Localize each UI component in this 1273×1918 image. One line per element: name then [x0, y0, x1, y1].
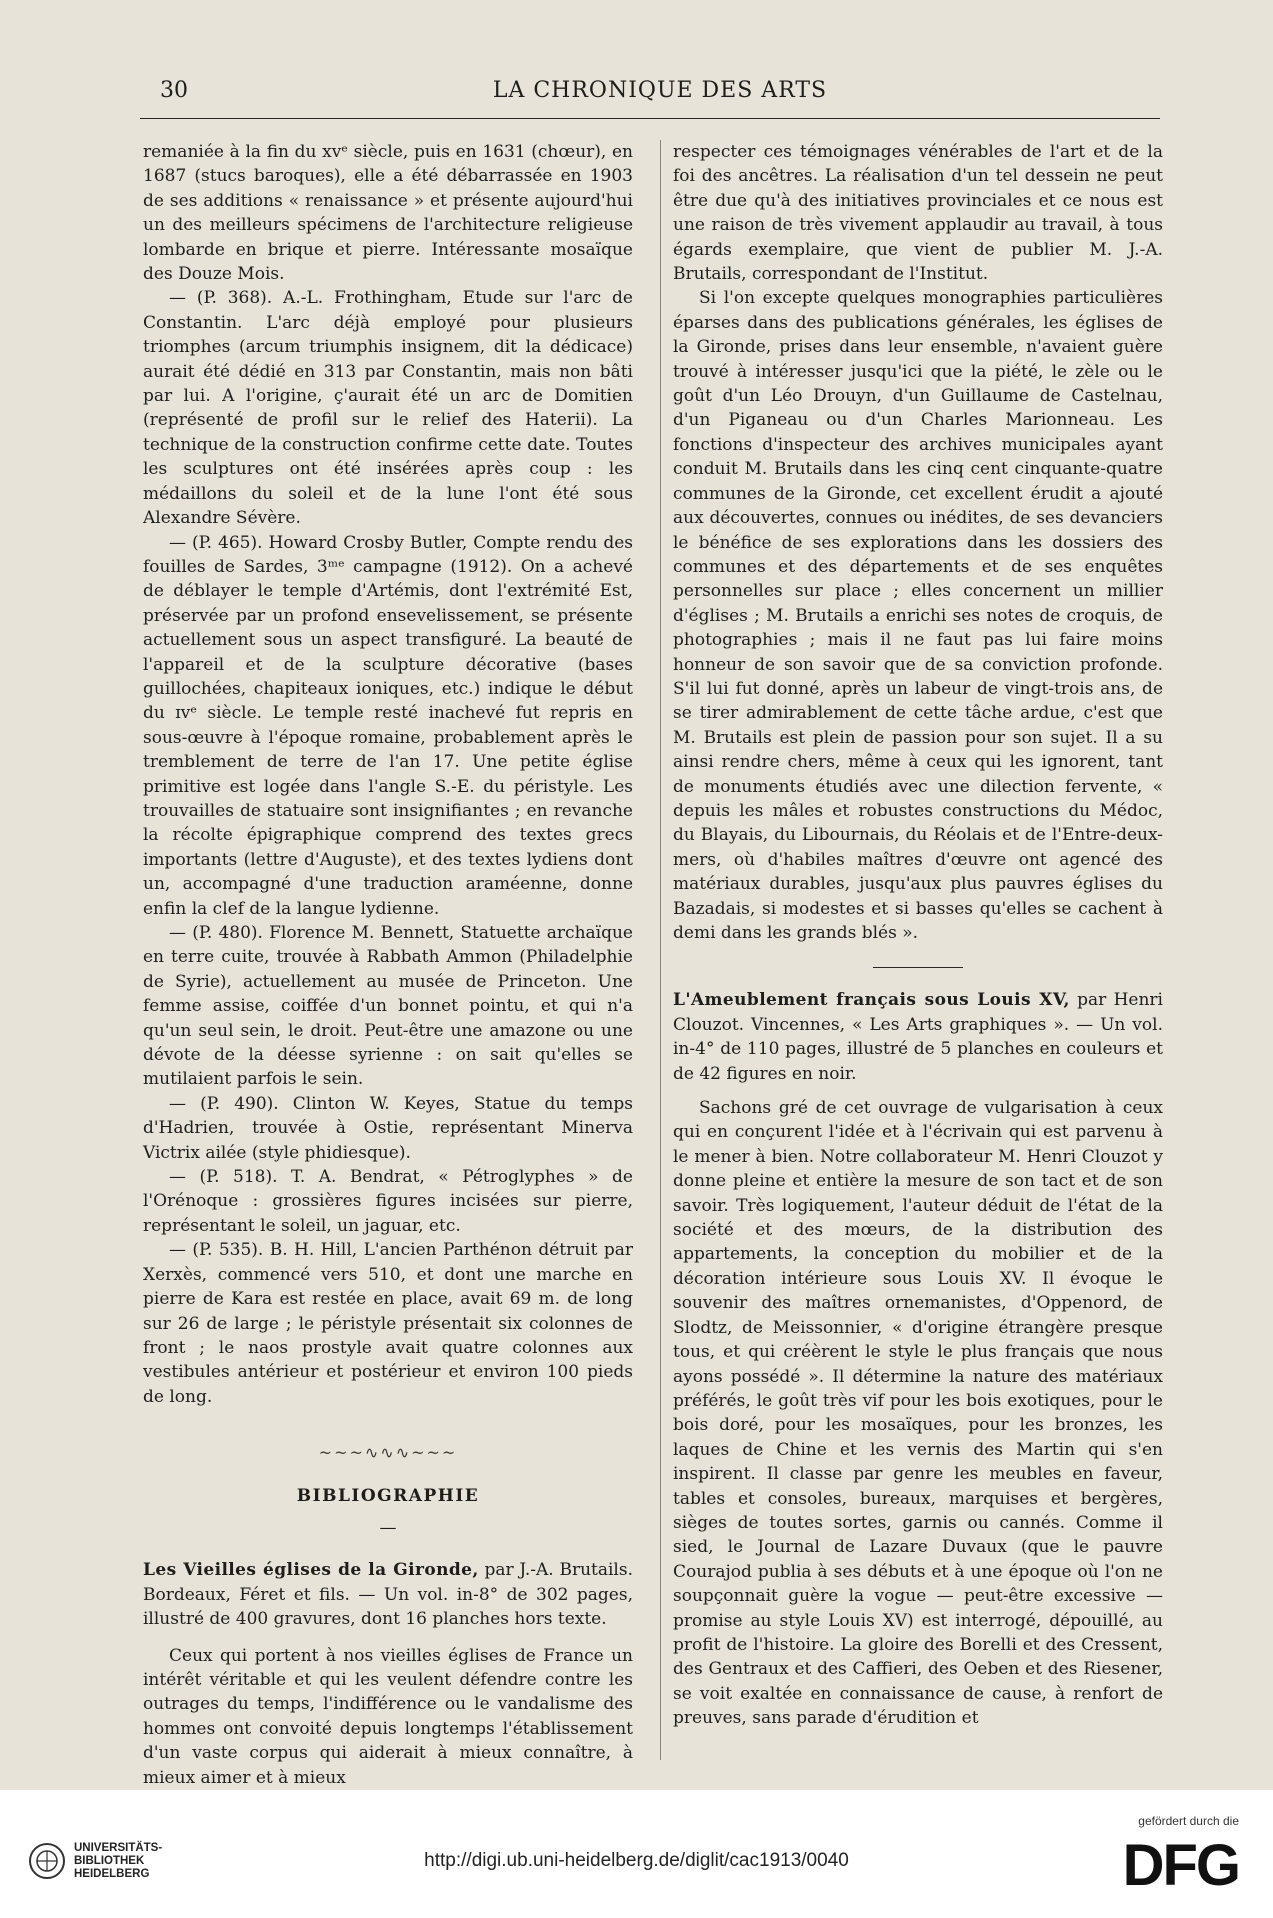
institution-line-1: UNIVERSITÄTS- — [74, 1842, 163, 1854]
funded-by-label: gefördert durch die — [1138, 1814, 1239, 1828]
left-paragraph-4: — (P. 480). Florence M. Bennett, Statuette archaïque en terre cuite, trouvée à Rabbath Ammon (Philadelphie de Syrie), actuellement au musée de Princeton. Une femme assise, coiffée d'un bonnet pointu, et qui n'a qu'un seul sein, le droit. Peut-être une amazone ou une dévote de la déesse syrienne : on sait qu'elles se mutilaient parfois le sein. — [143, 923, 633, 1090]
left-paragraph-1: remaniée à la fin du xvᵉ siècle, puis en 1631 (chœur), en 1687 (stucs baroques), elle a été débarrassée en 1903 de ses additions « renaissance » et présente aujourd'hui un des meilleurs spécimens de l'architecture religieuse lombarde en brique et pierre. Intéressante mosaïque des Douze Mois. — [143, 142, 633, 285]
header-rule — [140, 118, 1160, 119]
right-paragraph-1: respecter ces témoignages vénérables de l'art et de la foi des ancêtres. La réalisation d'un tel dessein ne peut être due qu'à des initiatives provinciales et ce nous est une raison de très vivement applaudir au travail, à tous égards exemplaire, que vient de publier M. J.-A. Brutails, correspondant de l'Institut. — [673, 142, 1163, 285]
left-paragraph-6: — (P. 518). T. A. Bendrat, « Pétroglyphes » de l'Orénoque : grossières figures incisées sur pierre, représentant le soleil, un jaguar, etc. — [143, 1167, 633, 1236]
page-number: 30 — [160, 78, 188, 103]
right-paragraph-3: Sachons gré de cet ouvrage de vulgarisation à ceux qui en conçurent l'idée et à l'écrivain qui est parvenu à le mener à bien. Notre collaborateur M. Henri Clouzot y donne pleine et entière la mesure de son tact et de son savoir. Très logiquement, l'auteur déduit de l'état de la société et des mœurs, de la distribution des appartements, la conception du mobilier et de la décoration intérieure sous Louis XV. Il évoque le souvenir des maîtres ornemanistes, d'Oppenord, de Slodtz, de Meissonnier, « d'origine étrangère presque tous, et qui créèrent le style le plus français que nous ayons possédé ». Il détermine la nature des matériaux préférés, le goût très vif pour les bois exotiques, pour le bois doré, pour les mosaïques, pour les bronzes, les laques de Chine et les vernis des Martin qui s'en inspirent. Il classe par genre les meubles en faveur, tables et consoles, bureaux, marquises et bergères, sièges de toutes sortes, garnis ou cannés. Comme il sied, le Journal de Lazare Duvaux (que le pauvre Courajod publia à ses débuts et à une époque où l'on ne soupçonnait guère la vogue — peut-être excessive — promise au style Louis XV) est interrogé, dépouillé, au profit de l'histoire. La gloire des Borelli et des Cressent, des Gentraux et des Caffieri, des Oeben et des Riesener, se voit exaltée en connaissance de cause, à renfort de preuves, sans parade d'érudition et — [673, 1098, 1163, 1729]
page-header — [140, 70, 1180, 110]
bibliography-entry-2 — [673, 988, 1163, 1086]
ornament-divider: ~~~∿∿∿~~~ — [318, 1443, 458, 1463]
dfg-logo: DFG — [1122, 1833, 1239, 1898]
running-title: LA CHRONIQUE DES ARTS — [492, 78, 828, 103]
entry-1-title: Les Vieilles églises de la Gironde, — [143, 1560, 479, 1581]
institution-line-2: BIBLIOTHEK — [74, 1855, 145, 1867]
left-paragraph-3: — (P. 465). Howard Crosby Butler, Compte rendu des fouilles de Sardes, 3ᵐᵉ campagne (1912). On a achevé de déblayer le temple d'Artémis, dont l'extrémité Est, préservée par un profond ensevelissement, se présente actuellement sous un aspect transfiguré. La beauté de l'appareil et de la sculpture décorative (bases guillochées, chapiteaux ioniques, etc.) indique le début du ɪvᵉ siècle. Le temple resté inachevé fut repris en sous-œuvre à l'époque romaine, probablement après le tremblement de terre de l'an 17. Une petite église primitive est logée dans l'angle S.-E. du péristyle. Les trouvailles de statuaire sont insignifiantes ; en revanche la récolte épigraphique comprend des textes grecs importants (lettre d'Auguste), et des textes lydiens dont un, accompagné d'une traduction araméenne, donne enfin la clef de la langue lydienne. — [143, 532, 633, 919]
entry-2-details: par Henri Clouzot. Vincennes, « Les Arts graphiques ». — Un vol. in-4° de 110 pages, illustré de 5 planches en couleurs et de 42 figures en noir. — [673, 990, 1163, 1084]
entry-2-title: L'Ameublement français sous Louis XV, — [673, 990, 1070, 1011]
left-paragraph-2: — (P. 368). A.-L. Frothingham, Etude sur l'arc de Constantin. L'arc déjà employé pour plusieurs triomphes (arcum triumphis insignem, dit la dédicace) aurait été dédié en 313 par Constantin, mais non bâti par lui. A l'origine, ç'aurait été un arc de Domitien (représenté de profil sur le relief des Haterii). La technique de la construction confirme cette date. Toutes les sculptures ont été insérées après coup : les médaillons du soleil et de la lune l'ont été sous Alexandre Sévère. — [143, 288, 633, 529]
institution-line-3: HEIDELBERG — [74, 1868, 150, 1880]
bibliography-entry-1 — [143, 1558, 633, 1631]
section-title: BIBLIOGRAPHIE — [296, 1485, 480, 1506]
digitization-footer — [0, 1790, 1273, 1918]
section-dash: — — [379, 1517, 397, 1538]
left-paragraph-7: — (P. 535). B. H. Hill, L'ancien Parthénon détruit par Xerxès, commencé vers 510, et dont une marche en pierre de Kara est restée en place, avait 69 m. de long sur 26 de large ; le péristyle présentait six colonnes de front ; le naos prostyle avait quatre colonnes aux vestibules antérieur et postérieur et environ 100 pieds de long. — [143, 1240, 633, 1407]
left-column — [143, 140, 633, 1790]
right-column — [673, 140, 1163, 1731]
left-paragraph-8: Ceux qui portent à nos vieilles églises de France un intérêt véritable et qui les veulent défendre contre les outrages du temps, l'indifférence ou le vandalisme des hommes ont convoité depuis longtemps l'établissement d'un vaste corpus qui aiderait à mieux connaître, à mieux aimer et à mieux — [143, 1645, 633, 1788]
permalink-url[interactable]: http://digi.ub.uni-heidelberg.de/diglit/cac1913/0040 — [424, 1850, 849, 1871]
column-divider — [660, 140, 661, 1760]
left-paragraph-5: — (P. 490). Clinton W. Keyes, Statue du temps d'Hadrien, trouvée à Ostie, représentant Minerva Victrix ailée (style phidiesque). — [143, 1093, 633, 1163]
right-paragraph-2: Si l'on excepte quelques monographies particulières éparses dans des publications générales, les églises de la Gironde, prises dans leur ensemble, n'avaient guère trouvé à intéresser jusqu'ici que la piété, le zèle ou le goût d'un Léo Drouyn, d'un Guillaume de Castelnau, d'un Piganeau ou d'un Charles Marionneau. Les fonctions d'inspecteur des archives municipales ayant conduit M. Brutails dans les cinq cent cinquante-quatre communes de la Gironde, cet excellent érudit a ajouté aux découvertes, connues ou inédites, de ses devanciers le bénéfice de ses explorations dans les dossiers des communes et des départements et de ses enquêtes personnelles sur place ; elles concernent un millier d'églises ; M. Brutails a enrichi ses notes de croquis, de photographies ; mais il ne faut pas lui faire moins honneur de son savoir que de sa conviction profonde. S'il lui fut donné, après un labeur de vingt-trois ans, de se tirer admirablement de cette tâche ardue, c'est que M. Brutails est plein de passion pour son sujet. Il a su ainsi rendre chers, même à ceux qui les ignorent, tant de monuments étudiés avec une dilection fervente, « depuis les mâles et robustes constructions du Médoc, du Blayais, du Libournais, du Réolais et de l'Entre-deux-mers, où d'habiles maîtres d'œuvre ont agencé des matériaux durables, jusqu'aux plus pauvres églises du Bazadais, si modestes et si basses qu'elles se cachent à demi dans les grands blés ». — [673, 288, 1163, 943]
entry-1-details: par J.-A. Brutails. Bordeaux, Féret et fils. — Un vol. in-8° de 302 pages, illustré de 400 gravures, dont 16 planches hors texte. — [143, 1560, 633, 1630]
entry-separator-rule — [873, 967, 963, 968]
